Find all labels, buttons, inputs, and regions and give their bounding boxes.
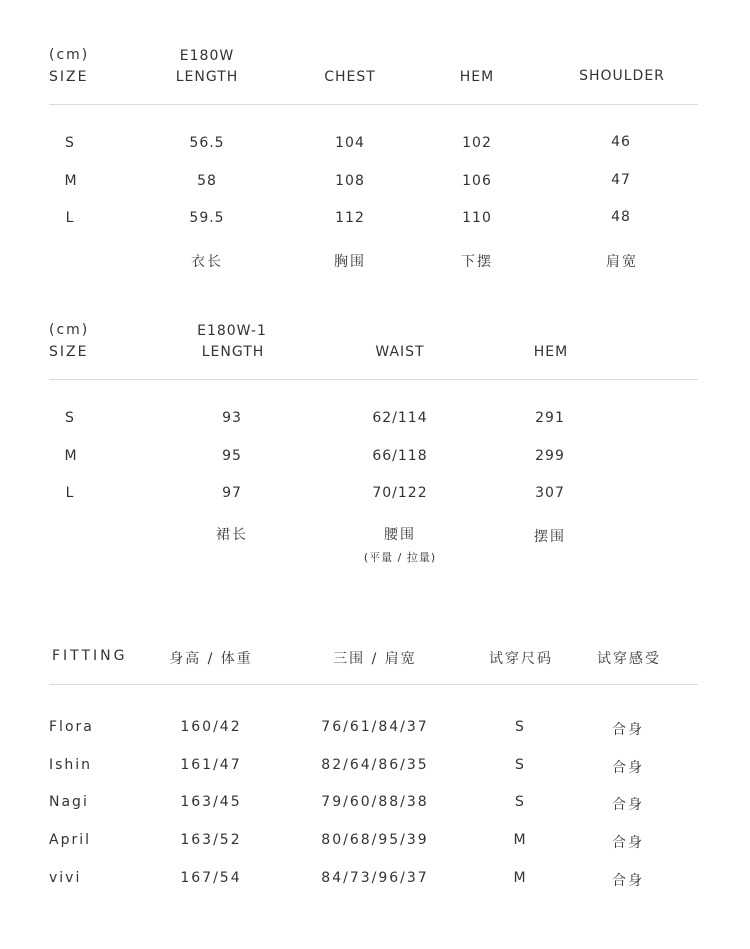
model-name: April bbox=[49, 832, 91, 848]
size-cell: S bbox=[65, 135, 75, 151]
unit-label: (cm) bbox=[49, 322, 90, 338]
table-cell: 合身 bbox=[612, 722, 644, 738]
table-cell: 79/60/88/38 bbox=[321, 794, 429, 810]
table-cell: 104 bbox=[335, 135, 365, 151]
header-divider bbox=[49, 379, 698, 380]
header-size-tried: 试穿尺码 bbox=[489, 651, 553, 667]
cn-label: 下摆 bbox=[461, 254, 493, 270]
table-cell: 合身 bbox=[612, 797, 644, 813]
table-cell: 291 bbox=[535, 410, 565, 426]
table-cell: 56.5 bbox=[189, 135, 225, 151]
table-cell: 80/68/95/39 bbox=[321, 832, 429, 848]
table-cell: 102 bbox=[462, 135, 492, 151]
header-waist: WAIST bbox=[375, 344, 425, 360]
table-cell: S bbox=[515, 757, 525, 773]
header-divider bbox=[49, 684, 698, 685]
table-cell: 163/45 bbox=[180, 794, 242, 810]
header-fitting: FITTING bbox=[52, 648, 128, 664]
cn-label: 胸围 bbox=[334, 254, 366, 270]
table-cell: 48 bbox=[611, 209, 631, 225]
model-name: Ishin bbox=[49, 757, 93, 773]
model-name: Nagi bbox=[49, 794, 89, 810]
table-cell: 93 bbox=[222, 410, 242, 426]
cn-label: 肩宽 bbox=[606, 254, 638, 270]
table-cell: M bbox=[513, 870, 527, 886]
size-header: SIZE bbox=[49, 69, 89, 85]
table-cell: 160/42 bbox=[180, 719, 242, 735]
header-hem: HEM bbox=[459, 69, 495, 85]
header-height-weight: 身高 / 体重 bbox=[169, 651, 253, 667]
table-cell: 110 bbox=[462, 210, 492, 226]
table-cell: 47 bbox=[611, 172, 631, 188]
header-length: LENGTH bbox=[201, 344, 265, 360]
size-cell: M bbox=[64, 448, 78, 464]
table-cell: 106 bbox=[462, 173, 492, 189]
cn-label: 腰围 bbox=[384, 527, 416, 543]
size-cell: M bbox=[64, 173, 78, 189]
table-cell: 合身 bbox=[612, 835, 644, 851]
header-divider bbox=[49, 104, 698, 105]
table-cell: 46 bbox=[611, 134, 631, 150]
header-length: LENGTH bbox=[175, 69, 239, 85]
table-cell: 84/73/96/37 bbox=[321, 870, 429, 886]
table-cell: 108 bbox=[335, 173, 365, 189]
model-code: E180W-1 bbox=[197, 323, 267, 339]
header-chest: CHEST bbox=[324, 69, 376, 85]
size-header: SIZE bbox=[49, 344, 89, 360]
table-cell: 167/54 bbox=[180, 870, 242, 886]
header-measurements: 三围 / 肩宽 bbox=[333, 651, 417, 667]
table-cell: 合身 bbox=[612, 760, 644, 776]
unit-label: (cm) bbox=[49, 47, 90, 63]
waist-note: (平量 / 拉量) bbox=[363, 551, 437, 564]
header-fit-feel: 试穿感受 bbox=[597, 651, 661, 667]
size-cell: L bbox=[65, 210, 75, 226]
model-code: E180W bbox=[179, 48, 235, 64]
table-cell: 70/122 bbox=[372, 485, 428, 501]
cn-label: 摆围 bbox=[534, 529, 566, 545]
table-cell: 161/47 bbox=[180, 757, 242, 773]
cn-label: 裙长 bbox=[216, 527, 248, 543]
model-name: vivi bbox=[49, 870, 82, 886]
table-cell: S bbox=[515, 719, 525, 735]
table-cell: 299 bbox=[535, 448, 565, 464]
table-cell: 307 bbox=[535, 485, 565, 501]
header-shoulder: SHOULDER bbox=[579, 68, 665, 84]
table-cell: 62/114 bbox=[372, 410, 428, 426]
table-cell: 合身 bbox=[612, 873, 644, 889]
table-cell: 112 bbox=[335, 210, 365, 226]
table-cell: M bbox=[513, 832, 527, 848]
size-cell: S bbox=[65, 410, 75, 426]
table-cell: 97 bbox=[222, 485, 242, 501]
table-cell: 66/118 bbox=[372, 448, 428, 464]
table-cell: 58 bbox=[197, 173, 217, 189]
cn-label: 衣长 bbox=[191, 254, 223, 270]
model-name: Flora bbox=[49, 719, 94, 735]
size-cell: L bbox=[65, 485, 75, 501]
table-cell: S bbox=[515, 794, 525, 810]
table-cell: 76/61/84/37 bbox=[321, 719, 429, 735]
table-cell: 163/52 bbox=[180, 832, 242, 848]
table-cell: 95 bbox=[222, 448, 242, 464]
table-cell: 59.5 bbox=[189, 210, 225, 226]
table-cell: 82/64/86/35 bbox=[321, 757, 429, 773]
header-hem: HEM bbox=[533, 344, 569, 360]
